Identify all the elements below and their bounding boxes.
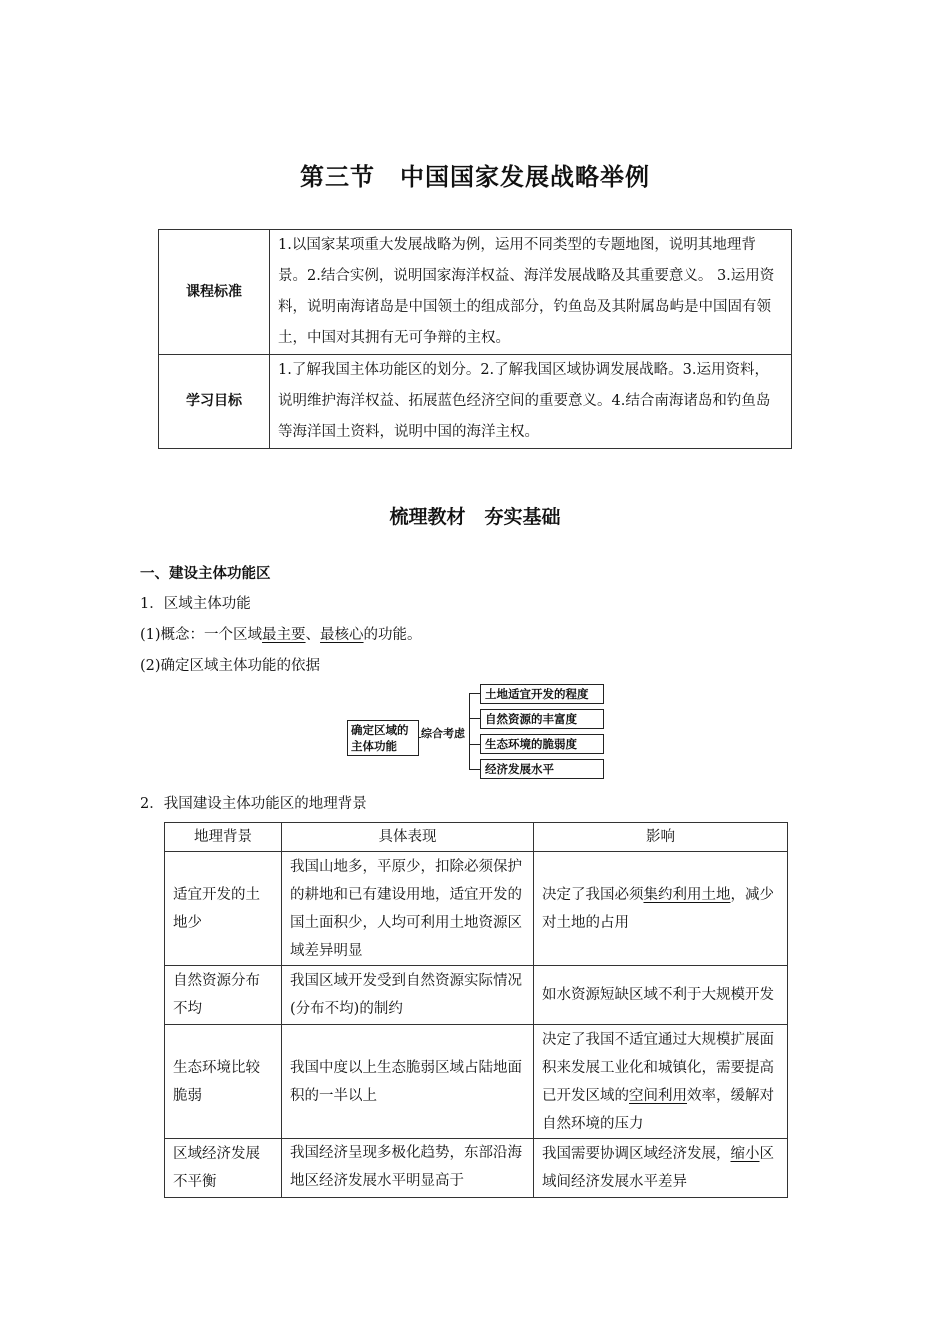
cell-performance: 我国区域开发受到自然资源实际情况(分布不均)的制约: [282, 966, 534, 1025]
goal-text: 1.了解我国主体功能区的划分。2.了解我国区域协调发展战略。3.运用资料，说明维护海洋权益、拓展蓝色经济空间的重要意义。4.结合南海诸岛和钓鱼岛等海洋国土资料，说明中国的海洋主权。: [270, 355, 792, 449]
concept-separator: 、: [305, 627, 321, 643]
cell-background: 生态环境比较脆弱: [165, 1025, 282, 1139]
basis-title: (2)确定区域主体功能的依据: [140, 658, 321, 674]
effect-text: 如水资源短缺区域不利于大规模开发: [542, 987, 774, 1003]
concept-line: [140, 623, 422, 644]
effect-text: 决定了我国必须: [542, 886, 644, 903]
item-regional-function: 1．区域主体功能: [140, 596, 251, 612]
cell-effect: [534, 966, 788, 1025]
table-row: [165, 966, 788, 1025]
column-header: 地理背景: [165, 823, 282, 852]
curriculum-standards-table: [158, 229, 792, 449]
heading-main-function-zones: 一、建设主体功能区: [140, 566, 271, 582]
cell-background: 适宜开发的土地少: [165, 852, 282, 966]
table-row: [165, 1139, 788, 1198]
item-geographic-background: 2．我国建设主体功能区的地理背景: [140, 796, 367, 812]
column-header: 影响: [534, 823, 788, 852]
diagram-item-economy: 经济发展水平: [480, 759, 604, 779]
cell-effect: [534, 852, 788, 966]
section-title: 梳理教材 夯实基础: [389, 506, 561, 528]
concept-key-term-2: 最核心: [320, 627, 364, 643]
effect-key-term: 缩小: [730, 1146, 760, 1162]
cell-background: 区域经济发展不平衡: [165, 1139, 282, 1198]
goal-label: 学习目标: [159, 355, 270, 449]
diagram-bracket-arm: [469, 693, 480, 694]
diagram-bracket-vertical: [469, 693, 470, 770]
effect-key-term: 集约利用土地: [643, 886, 731, 903]
diagram-bracket-arm: [469, 744, 480, 745]
diagram-item-resources: 自然资源的丰富度: [480, 709, 604, 729]
concept-suffix: 的功能。: [363, 627, 422, 643]
table-row: [159, 355, 792, 449]
standard-text: 1.以国家某项重大发展战略为例，运用不同类型的专题地图，说明其地理背景。2.结合实例，说明国家海洋权益、海洋发展战略及其重要意义。 3.运用资料，说明南海诸岛是中国领土的组成部分，钓鱼岛及其附属岛屿是中国固有领土，中国对其拥有无可争辩的主权。: [270, 230, 792, 355]
column-header: 具体表现: [282, 823, 534, 852]
table-row: [159, 230, 792, 355]
table-header-row: [165, 823, 788, 852]
cell-performance: 我国山地多，平原少，扣除必须保护的耕地和已有建设用地，适宜开发的国土面积少，人均可利用土地资源区域差异明显: [282, 852, 534, 966]
effect-key-term: 空间利用: [629, 1087, 687, 1104]
diagram-bracket-arm: [469, 769, 480, 770]
cell-effect: [534, 1025, 788, 1139]
effect-text: 我国需要协调区域经济发展，: [542, 1146, 731, 1162]
effect-text: ，减少对土地的占用: [542, 886, 774, 931]
geographic-background-table: [164, 822, 788, 1198]
concept-key-term-1: 最主要: [262, 627, 306, 643]
cell-performance: 我国中度以上生态脆弱区域占陆地面积的一半以上: [282, 1025, 534, 1139]
diagram-main-box: 确定区域的主体功能: [347, 720, 419, 756]
effect-text: 效率，缓解对自然环境的压力: [542, 1087, 774, 1132]
standard-label: 课程标准: [159, 230, 270, 355]
cell-background: 自然资源分布不均: [165, 966, 282, 1025]
table-row: [165, 1025, 788, 1139]
effect-text: 区域间经济发展水平差异: [542, 1146, 774, 1190]
cell-performance: 我国经济呈现多极化趋势，东部沿海地区经济发展水平明显高于: [282, 1139, 534, 1198]
diagram-item-ecology: 生态环境的脆弱度: [480, 734, 604, 754]
diagram-connector-label: 综合考虑: [421, 727, 465, 740]
diagram-item-land: 土地适宜开发的程度: [480, 684, 604, 704]
cell-effect: [534, 1139, 788, 1198]
table-row: [165, 852, 788, 966]
page-title: 第三节 中国国家发展战略举例: [300, 163, 650, 191]
diagram-bracket-arm: [469, 718, 480, 719]
effect-text: 决定了我国不适宜通过大规模扩展面积来发展工业化和城镇化，需要提高已开发区域的: [542, 1031, 774, 1104]
concept-prefix: (1)概念：一个区域: [140, 627, 263, 643]
